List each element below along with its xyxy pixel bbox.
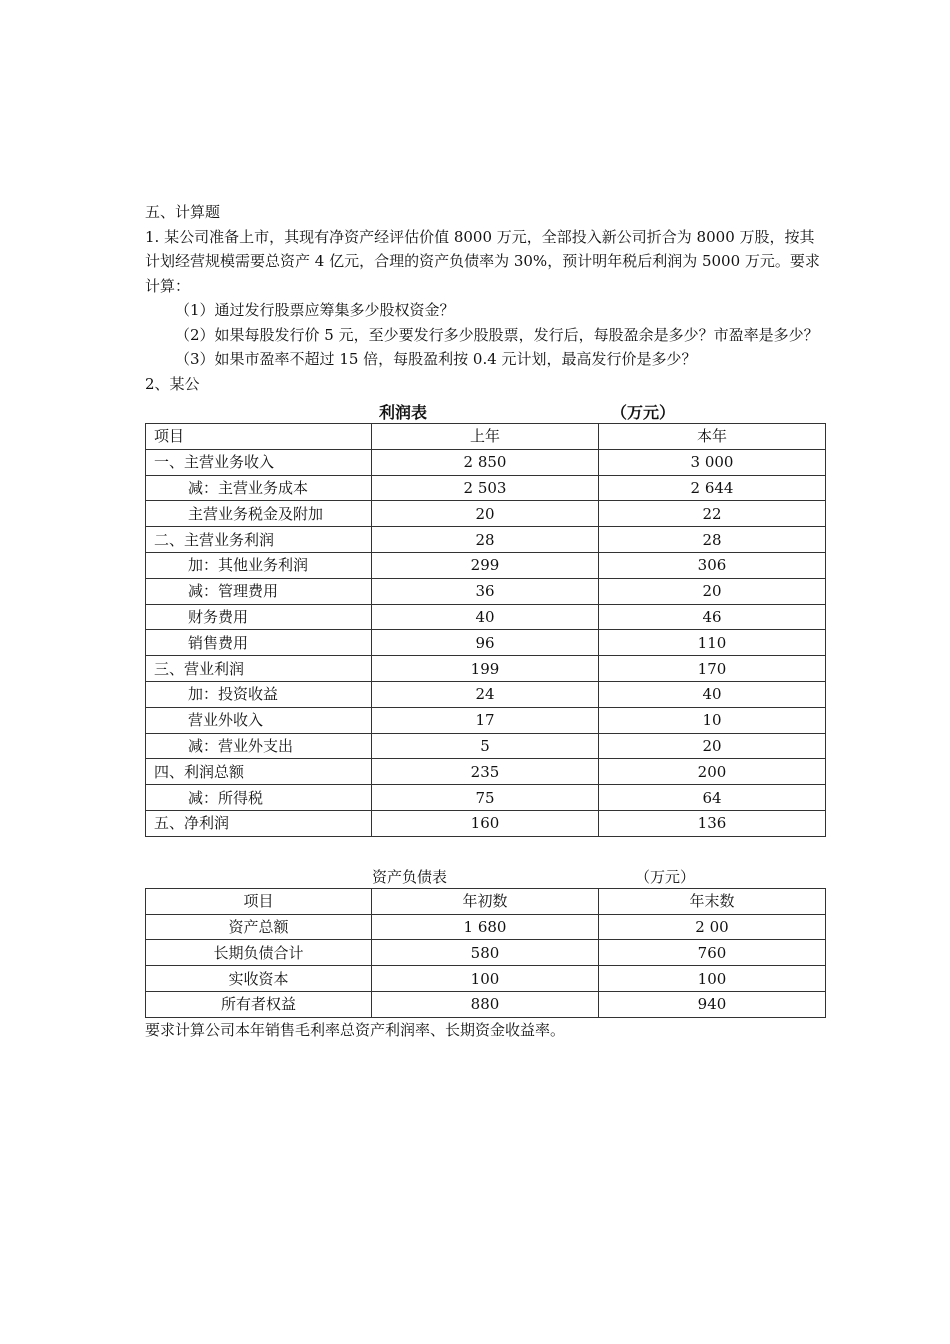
- row-prev-value: 75: [372, 785, 599, 811]
- row-prev-value: 17: [372, 707, 599, 733]
- row-prev-value: 5: [372, 733, 599, 759]
- row-prev-value: 235: [372, 759, 599, 785]
- table-row: [146, 449, 826, 475]
- row-end-value: 760: [599, 940, 826, 966]
- question-1-sub-2: （2）如果每股发行价 5 元，至少要发行多少股股票，发行后，每股盈余是多少？市盈率是多少？: [175, 325, 819, 344]
- table-row: [146, 991, 826, 1017]
- row-item: 所有者权益: [146, 991, 372, 1017]
- row-item: 销售费用: [146, 630, 372, 656]
- row-item: 三、营业利润: [146, 656, 372, 682]
- row-item: 一、主营业务收入: [146, 449, 372, 475]
- table-row: [146, 759, 826, 785]
- table-row: [146, 707, 826, 733]
- row-curr-value: 46: [599, 604, 826, 630]
- table-row: [146, 914, 826, 940]
- row-curr-value: 136: [599, 810, 826, 836]
- row-item: 资产总额: [146, 914, 372, 940]
- row-prev-value: 2 850: [372, 449, 599, 475]
- row-end-value: 2 00: [599, 914, 826, 940]
- table-row: [146, 475, 826, 501]
- header-begin: 年初数: [372, 888, 599, 914]
- table-row: [146, 501, 826, 527]
- row-curr-value: 3 000: [599, 449, 826, 475]
- row-curr-value: 200: [599, 759, 826, 785]
- table-row: [146, 578, 826, 604]
- row-prev-value: 36: [372, 578, 599, 604]
- row-item: 长期负债合计: [146, 940, 372, 966]
- row-begin-value: 580: [372, 940, 599, 966]
- row-prev-value: 160: [372, 810, 599, 836]
- header-item: 项目: [146, 424, 372, 450]
- row-prev-value: 299: [372, 552, 599, 578]
- table-row: [146, 940, 826, 966]
- income-statement-caption: [145, 398, 825, 423]
- row-end-value: 100: [599, 966, 826, 992]
- row-item: 实收资本: [146, 966, 372, 992]
- question-2-heading: 2、某公: [145, 374, 200, 393]
- row-item: 主营业务税金及附加: [146, 501, 372, 527]
- table-row: [146, 604, 826, 630]
- table-row: [146, 552, 826, 578]
- income-statement-unit: （万元）: [611, 403, 676, 422]
- row-end-value: 940: [599, 991, 826, 1017]
- row-item: 加：其他业务利润: [146, 552, 372, 578]
- row-item: 四、利润总额: [146, 759, 372, 785]
- requirement-text: 要求计算公司本年销售毛利率总资产利润率、长期资金收益率。: [145, 1020, 566, 1039]
- row-item: 二、主营业务利润: [146, 527, 372, 553]
- income-statement-title: 利润表: [379, 403, 428, 422]
- header-prev-year: 上年: [372, 424, 599, 450]
- row-begin-value: 880: [372, 991, 599, 1017]
- table-row: [146, 810, 826, 836]
- row-prev-value: 40: [372, 604, 599, 630]
- header-end: 年末数: [599, 888, 826, 914]
- row-curr-value: 22: [599, 501, 826, 527]
- income-statement-table: [145, 423, 826, 837]
- row-curr-value: 20: [599, 733, 826, 759]
- row-curr-value: 170: [599, 656, 826, 682]
- table-row: [146, 630, 826, 656]
- table-row: [146, 966, 826, 992]
- row-item: 减：营业外支出: [146, 733, 372, 759]
- table-row: [146, 785, 826, 811]
- balance-sheet-caption: [145, 863, 825, 888]
- row-item: 减：管理费用: [146, 578, 372, 604]
- row-item: 减：主营业务成本: [146, 475, 372, 501]
- row-prev-value: 28: [372, 527, 599, 553]
- row-item: 加：投资收益: [146, 681, 372, 707]
- row-item: 财务费用: [146, 604, 372, 630]
- section-heading: 五、计算题: [145, 203, 221, 221]
- row-prev-value: 20: [372, 501, 599, 527]
- row-begin-value: 1 680: [372, 914, 599, 940]
- row-begin-value: 100: [372, 966, 599, 992]
- row-prev-value: 2 503: [372, 475, 599, 501]
- question-1-sub-3: （3）如果市盈率不超过 15 倍，每股盈利按 0.4 元计划，最高发行价是多少？: [175, 350, 697, 368]
- row-curr-value: 10: [599, 707, 826, 733]
- table-row: [146, 733, 826, 759]
- header-item: 项目: [146, 888, 372, 914]
- row-curr-value: 110: [599, 630, 826, 656]
- table-row: [146, 681, 826, 707]
- table-header-row: [146, 424, 826, 450]
- question-1-sub-1: （1）通过发行股票应筹集多少股权资金？: [175, 301, 455, 319]
- balance-sheet-title: 资产负债表: [372, 867, 448, 886]
- balance-sheet-unit: （万元）: [635, 867, 696, 886]
- header-curr-year: 本年: [599, 424, 826, 450]
- row-prev-value: 199: [372, 656, 599, 682]
- row-curr-value: 28: [599, 527, 826, 553]
- document-body: [145, 200, 825, 1042]
- balance-sheet-table: [145, 888, 826, 1018]
- row-curr-value: 64: [599, 785, 826, 811]
- table-header-row: [146, 888, 826, 914]
- row-item: 营业外收入: [146, 707, 372, 733]
- row-curr-value: 2 644: [599, 475, 826, 501]
- row-curr-value: 20: [599, 578, 826, 604]
- row-curr-value: 40: [599, 681, 826, 707]
- question-1-text: 1. 某公司准备上市，其现有净资产经评估价值 8000 万元，全部投入新公司折合为 8000 万股，按其计划经营规模需要总资产 4 亿元，合理的资产负债率为 30%，预计明年税后利润为 5000 万元。要求计算：: [145, 227, 820, 295]
- table-row: [146, 656, 826, 682]
- table-row: [146, 527, 826, 553]
- row-item: 五、净利润: [146, 810, 372, 836]
- row-item: 减：所得税: [146, 785, 372, 811]
- row-prev-value: 24: [372, 681, 599, 707]
- row-prev-value: 96: [372, 630, 599, 656]
- row-curr-value: 306: [599, 552, 826, 578]
